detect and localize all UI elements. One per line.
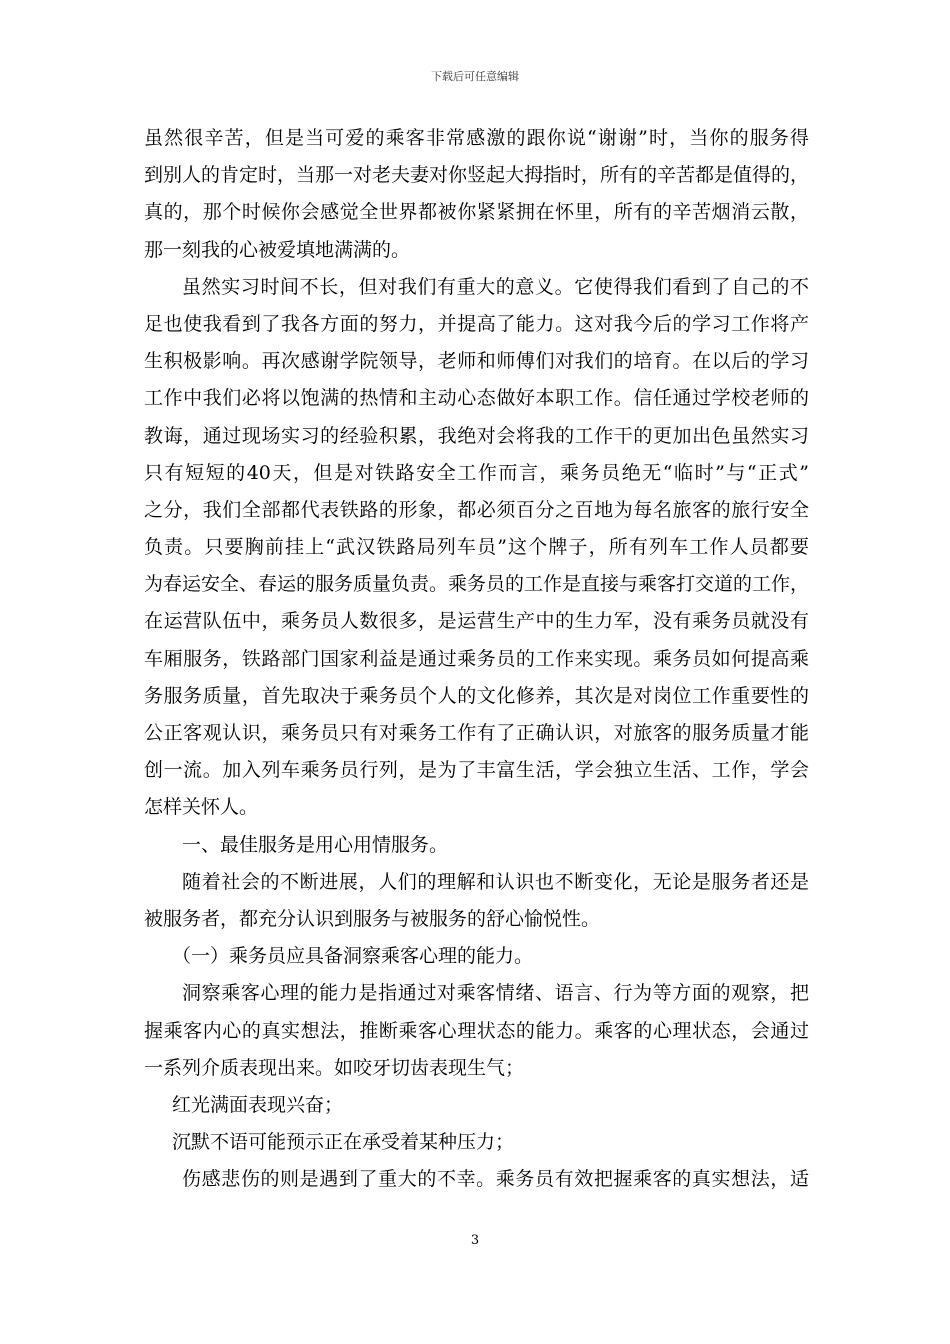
text-line: 教诲，通过现场实习的经验积累，我绝对会将我的工作干的更加出色虽然实习: [144, 424, 809, 447]
text-line: 在运营队伍中，乘务员人数很多，是运营生产中的生力军，没有乘务员就没有: [144, 610, 809, 633]
document-body: [144, 120, 809, 1198]
section-heading: 一、最佳服务是用心用情服务。: [182, 833, 449, 856]
paragraph-first-line: 伤感悲伤的则是遇到了重大的不幸。乘务员有效把握乘客的真实想法，适: [182, 1168, 809, 1191]
page-number: 3: [470, 1233, 480, 1248]
paragraph-first-line: 红光满面表现兴奋；: [172, 1093, 344, 1116]
text-line: 真的，那个时候你会感觉全世界都被你紧紧拥在怀里，所有的辛苦烟消云散，: [144, 201, 809, 224]
text-line: 为春运安全、春运的服务质量负责。乘务员的工作是直接与乘客打交道的工作，: [144, 573, 810, 596]
page-header: 下载后可任意编辑: [431, 70, 519, 83]
text-line: 足也使我看到了我各方面的努力，并提高了能力。这对我今后的学习工作将产: [144, 312, 809, 335]
text-line: 创一流。加入列车乘务员行列，是为了丰富生活，学会独立生活、工作，学会: [144, 759, 809, 782]
text-line: 只有短短的40天，但是对铁路安全工作而言，乘务员绝无“临时”与“正式”: [144, 461, 809, 484]
text-line: 公正客观认识，乘务员只有对乘务工作有了正确认识，对旅客的服务质量才能: [144, 722, 809, 744]
paragraph-first-line: 随着社会的不断进展，人们的理解和认识也不断变化，无论是服务者还是: [182, 870, 809, 893]
text-line: 一系列介质表现出来。如咬牙切齿表现生气；: [144, 1056, 525, 1079]
paragraph-first-line: 沉默不语可能预示正在承受着某种压力；: [172, 1131, 515, 1154]
text-line: 握乘客内心的真实想法，推断乘客心理状态的能力。乘客的心理状态，会通过: [144, 1019, 809, 1042]
text-line: 负责。只要胸前挂上“武汉铁路局列车员”这个牌子，所有列车工作人员都要: [144, 536, 809, 559]
text-line: 到别人的肯定时，当那一对老夫妻对你竖起大拇指时，所有的辛苦都是值得的，: [144, 164, 810, 187]
text-line: 工作中我们必将以饱满的热情和主动心态做好本职工作。信任通过学校老师的: [144, 387, 809, 410]
text-line: 车厢服务，铁路部门国家利益是通过乘务员的工作来实现。乘务员如何提高乘: [144, 647, 809, 670]
text-line: 被服务者，都充分认识到服务与被服务的舒心愉悦性。: [144, 907, 601, 930]
text-line: 生积极影响。再次感谢学院领导，老师和师傅们对我们的培育。在以后的学习: [144, 350, 809, 373]
paragraph-first-line: 虽然实习时间不长，但对我们有重大的意义。它使得我们看到了自己的不: [182, 275, 809, 298]
text-line: 怎样关怀人。: [144, 796, 259, 819]
paragraph-first-line: 洞察乘客心理的能力是指通过对乘客情绪、语言、行为等方面的观察，把: [182, 982, 809, 1005]
subsection-heading: （一）乘务员应具备洞察乘客心理的能力。: [172, 945, 534, 968]
text-line: 那一刻我的心被爱填地满满的。: [144, 238, 411, 261]
text-line: 虽然很辛苦，但是当可爱的乘客非常感激的跟你说“谢谢”时，当你的服务得: [144, 127, 809, 149]
text-line: 务服务质量，首先取决于乘务员个人的文化修养，其次是对岗位工作重要性的: [144, 684, 809, 707]
text-line: 之分，我们全部都代表铁路的形象，都必须百分之百地为每名旅客的旅行安全: [144, 498, 809, 521]
